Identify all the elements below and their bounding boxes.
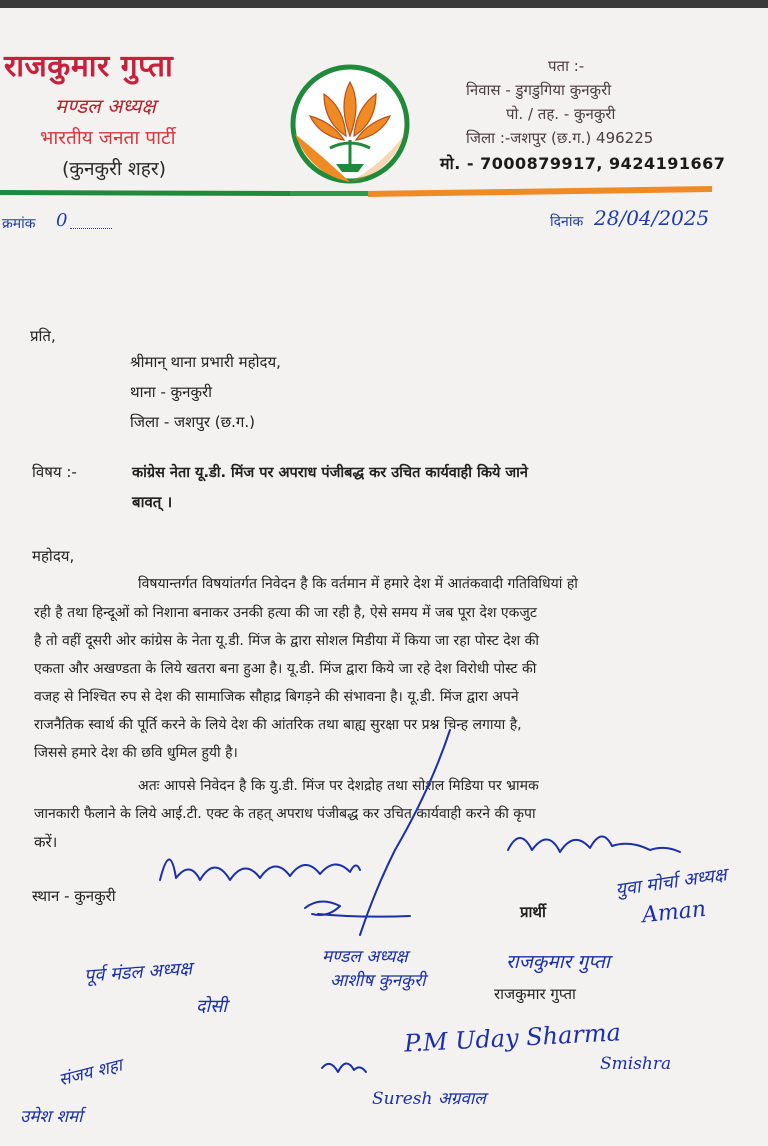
handwritten-smishra: Smishra: [600, 1054, 672, 1074]
handwritten-sanjay: संजय शहा: [56, 1055, 125, 1091]
body-line: रही है तथा हिन्दूओं को निशाना बनाकर उनकी हत्या की जा रही है, ऐसे समय में जब पूरा देश एकजुट: [34, 605, 537, 621]
body-line: है तो वहीं दूसरी ओर कांग्रेस के नेता यू.डी. मिंज के द्वारा सोशल मिडीया में किया जा रहा पोस्ट देश की: [34, 633, 540, 649]
handwritten-pm-name: P.M Uday Sharma: [403, 1018, 622, 1058]
handwritten-mandal-name: आशीष कुनकुरी: [330, 971, 426, 991]
address-label: पता :-: [548, 57, 585, 75]
ref-value: 0: [56, 210, 68, 231]
body-line: जानकारी फैलाने के लिये आई.टी. एक्ट के तहत् अपराध पंजीबद्ध कर उचित कार्यवाही करने की कृपा: [34, 806, 536, 822]
handwritten-rajkumar: राजकुमार गुप्ता: [506, 951, 610, 973]
handwritten-ex-president: पूर्व मंडल अध्यक्ष: [83, 958, 193, 987]
letterhead-party: भारतीय जनता पार्टी: [40, 127, 176, 149]
body-line: अतः आपसे निवेदन है कि यु.डी. मिंज पर देशद्रोह तथा सोशल मिडिया पर भ्रामक: [138, 778, 539, 794]
subject-line-2: बावत् ।: [132, 493, 173, 511]
recipient-line-3: जिला - जशपुर (छ.ग.): [130, 413, 255, 431]
phone-numbers: मो. - 7000879917, 9424191667: [440, 154, 726, 173]
subject-line-1: कांग्रेस नेता यू.डी. मिंज पर अपराध पंजीबद्ध कर उचित कार्यवाही किये जाने: [132, 465, 528, 481]
handwritten-umesh: उमेश शर्मा: [20, 1107, 83, 1127]
body-line: विषयान्तर्गत विषयांतर्गत निवेदन है कि वर्तमान में हमारे देश में आतंकवादी गतिविधियां हो: [138, 576, 578, 592]
address-line-3: जिला :-जशपुर (छ.ग.) 496225: [466, 129, 654, 147]
letterhead-city: (कुनकुरी शहर): [62, 158, 167, 180]
signature-small-scribble: [322, 1063, 366, 1072]
body-line: एकता और अखण्डता के लिये खतरा बना हुआ है। यू.डी. मिंज द्वारा किये जा रहे देश विरोधी पोस्ट की: [34, 661, 537, 677]
handwritten-suresh: Suresh अग्रवाल: [372, 1089, 486, 1109]
signature-squiggle-mid: [305, 901, 410, 916]
address-line-2: पो. / तह. - कुनकुरी: [506, 105, 616, 123]
signature-rajkumar-scribble: [508, 836, 680, 852]
body-line: करें।: [34, 833, 58, 851]
signature-main-scribble: [160, 859, 360, 880]
greeting: महोदय,: [32, 547, 75, 565]
subject-label: विषय :-: [32, 463, 77, 481]
body-line: जिससे हमारे देश की छवि धुमिल हुयी है।: [34, 745, 238, 761]
date-label: दिनांक: [550, 214, 584, 230]
date-value: 28/04/2025: [594, 206, 710, 230]
recipient-line-2: थाना - कुनकुरी: [130, 383, 213, 401]
address-line-1: निवास - डुगडुगिया कुनकुरी: [466, 81, 612, 99]
body-line: राजनैतिक स्वार्थ की पूर्ति करने के लिये देश की आंतरिक तथा बाह्य सुरक्षा पर प्रश्न चिन्ह लगाया है,: [34, 717, 522, 733]
body-line: वजह से निश्चित रुप से देश की सामाजिक सौहाद्र बिगड़ने की संभावना है। यू.डी. मिंज द्वारा अपने: [34, 689, 519, 705]
letterhead-post: मण्डल अध्यक्ष: [55, 94, 156, 118]
applicant-name: राजकुमार गुप्ता: [494, 985, 576, 1003]
handwritten-youth-president: युवा मोर्चा अध्यक्ष: [614, 864, 728, 901]
letterhead-name: राजकुमार गुप्ता: [4, 49, 174, 84]
handwritten-dosi: दोसी: [196, 996, 228, 1017]
place-label: स्थान - कुनकुरी: [32, 887, 116, 905]
handwritten-aman: Aman: [640, 896, 708, 929]
applicant-label: प्रार्थी: [520, 903, 546, 921]
recipient-line-1: श्रीमान् थाना प्रभारी महोदय,: [130, 353, 281, 371]
handwritten-mandal-president: मण्डल अध्यक्ष: [322, 947, 408, 967]
salutation: प्रति,: [30, 327, 56, 345]
ref-label: क्रमांक: [2, 216, 36, 232]
signature-strike-line: [360, 730, 450, 935]
